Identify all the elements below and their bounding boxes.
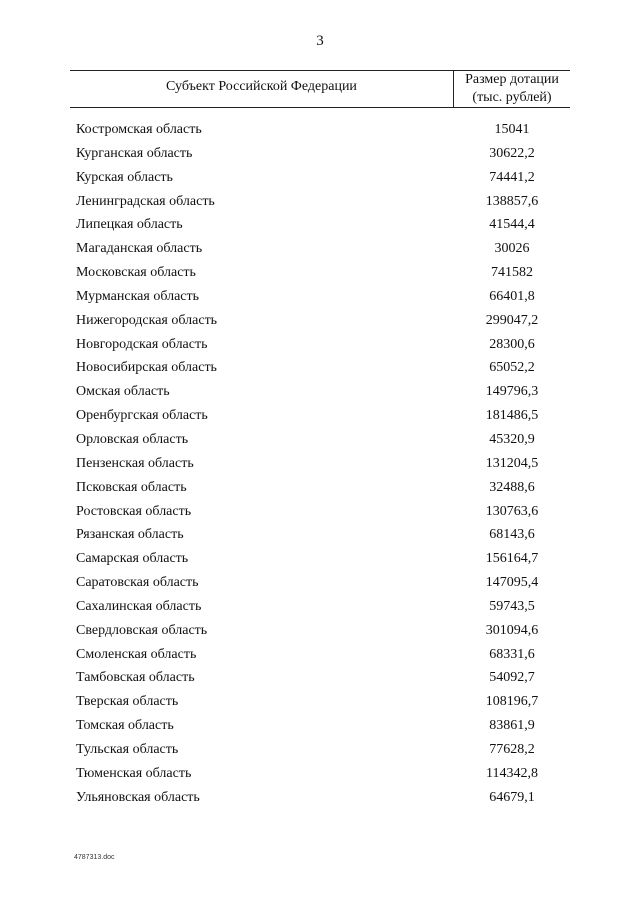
table-row — [0, 122, 640, 146]
subsidy-amount: 68331,6 — [489, 646, 535, 662]
subsidy-amount: 156164,7 — [485, 551, 539, 567]
subsidy-amount: 131204,5 — [485, 455, 539, 471]
subsidy-amount: 65052,2 — [489, 360, 535, 376]
table-row — [0, 694, 640, 718]
table-header-amount — [454, 71, 570, 107]
subsidy-amount: 149796,3 — [485, 384, 539, 400]
table-header-subject: Субъект Российской Федерации — [166, 79, 357, 94]
table-row — [0, 504, 640, 528]
table-row — [0, 742, 640, 766]
table-header-bottom-rule — [70, 107, 570, 108]
region-name: Костромская область — [76, 122, 202, 137]
table-header-amount-line2: (тыс. рублей) — [472, 90, 552, 105]
subsidy-amount: 64679,1 — [489, 789, 535, 805]
subsidy-amount: 299047,2 — [485, 312, 539, 328]
table-row — [0, 575, 640, 599]
subsidy-amount: 77628,2 — [489, 741, 535, 757]
table-row — [0, 599, 640, 623]
region-name: Сахалинская область — [76, 598, 202, 614]
table-row — [0, 265, 640, 289]
subsidy-amount: 741582 — [491, 265, 533, 281]
subsidy-amount: 108196,7 — [485, 694, 539, 710]
region-name: Рязанская область — [76, 527, 184, 543]
table-row — [0, 313, 640, 337]
region-name: Саратовская область — [76, 575, 199, 591]
region-name: Мурманская область — [76, 288, 200, 304]
subsidy-amount: 74441,2 — [489, 169, 535, 185]
region-name: Оренбургская область — [76, 408, 208, 424]
table-row — [0, 408, 640, 432]
region-name: Тамбовская область — [76, 670, 195, 686]
subsidy-amount: 15041 — [494, 122, 530, 137]
subsidy-amount: 130763,6 — [485, 503, 539, 519]
region-name: Свердловская область — [76, 622, 208, 638]
table-row — [0, 670, 640, 694]
table-row — [0, 623, 640, 647]
table-row — [0, 289, 640, 313]
subsidy-amount: 41544,4 — [489, 217, 535, 233]
region-name: Курская область — [76, 169, 173, 185]
region-name: Тюменская область — [76, 765, 192, 781]
subsidy-amount: 66401,8 — [489, 288, 535, 304]
region-name: Омская область — [76, 384, 170, 400]
subsidy-amount: 30026 — [494, 241, 530, 257]
subsidy-amount: 83861,9 — [489, 718, 535, 734]
region-name: Тульская область — [76, 741, 179, 757]
region-name: Липецкая область — [76, 217, 183, 233]
subsidy-amount: 301094,6 — [485, 622, 539, 638]
table-row — [0, 790, 640, 814]
region-name: Магаданская область — [76, 241, 203, 257]
table-row — [0, 551, 640, 575]
table-row — [0, 480, 640, 504]
subsidy-amount: 30622,2 — [489, 145, 535, 161]
region-name: Курганская область — [76, 145, 193, 161]
region-name: Ульяновская область — [76, 789, 200, 805]
region-name: Орловская область — [76, 431, 189, 447]
table-row — [0, 718, 640, 742]
region-name: Московская область — [76, 265, 196, 281]
table-row — [0, 384, 640, 408]
table-row — [0, 170, 640, 194]
table-row — [0, 146, 640, 170]
subsidy-amount: 114342,8 — [486, 765, 538, 781]
table-header-amount-line1: Размер дотации — [465, 72, 559, 87]
region-name: Тверская область — [76, 694, 179, 710]
region-name: Псковская область — [76, 479, 187, 495]
subsidy-amount: 54092,7 — [489, 670, 535, 686]
table-body — [0, 122, 640, 813]
file-name: 4787313.doc — [74, 854, 115, 861]
table-row — [0, 766, 640, 790]
region-name: Самарская область — [76, 551, 189, 567]
table-row — [0, 456, 640, 480]
table-row — [0, 217, 640, 241]
region-name: Ростовская область — [76, 503, 192, 519]
table-row — [0, 194, 640, 218]
subsidy-amount: 28300,6 — [489, 336, 535, 352]
table-row — [0, 360, 640, 384]
region-name: Томская область — [76, 718, 174, 734]
subsidy-amount: 68143,6 — [489, 527, 535, 543]
subsidy-amount: 59743,5 — [489, 598, 535, 614]
region-name: Ленинградская область — [76, 193, 215, 209]
region-name: Новосибирская область — [76, 360, 217, 376]
region-name: Смоленская область — [76, 646, 197, 662]
table-row — [0, 337, 640, 361]
subsidy-amount: 181486,5 — [485, 408, 539, 424]
subsidy-amount: 45320,9 — [489, 431, 535, 447]
region-name: Нижегородская область — [76, 312, 218, 328]
page-number: 3 — [316, 33, 324, 49]
subsidy-amount: 32488,6 — [489, 479, 535, 495]
subsidy-amount: 147095,4 — [485, 575, 539, 591]
table-row — [0, 647, 640, 671]
table-row — [0, 241, 640, 265]
subsidy-amount: 138857,6 — [485, 193, 539, 209]
table-row — [0, 432, 640, 456]
region-name: Новгородская область — [76, 336, 208, 352]
table-row — [0, 527, 640, 551]
region-name: Пензенская область — [76, 455, 194, 471]
